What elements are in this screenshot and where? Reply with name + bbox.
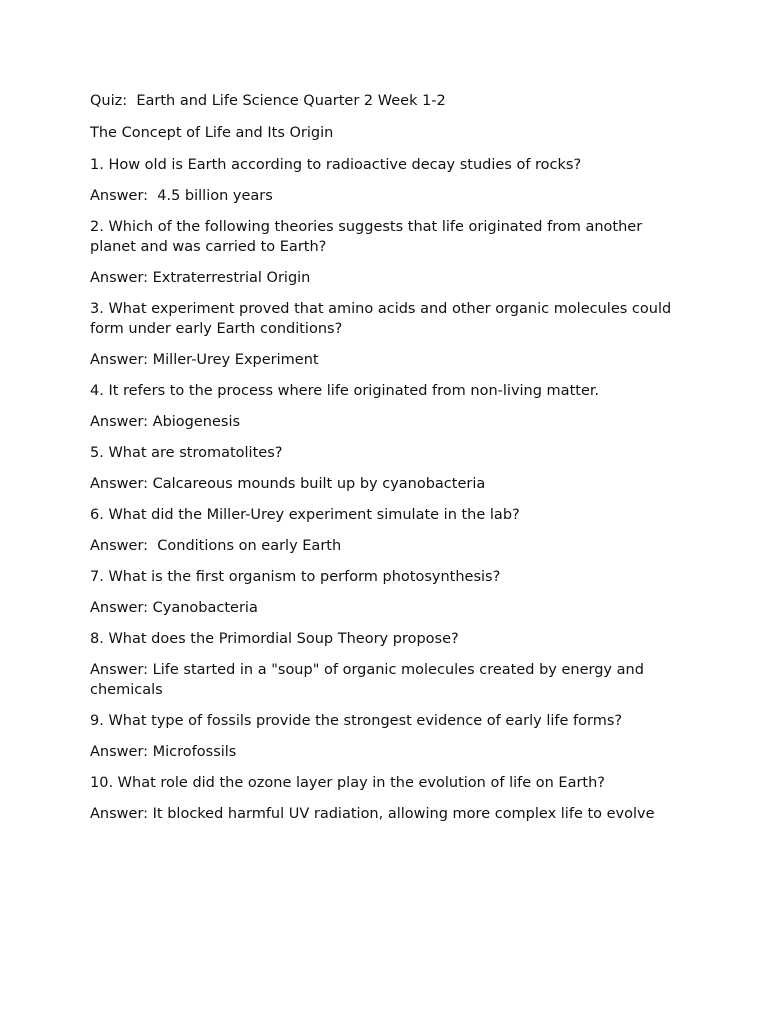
answer-10: Answer: It blocked harmful UV radiation, allowing more complex life to evolve bbox=[90, 806, 655, 822]
question-8: 8. What does the Primordial Soup Theory propose? bbox=[90, 631, 459, 647]
answer-8: Answer: Life started in a "soup" of organic molecules created by energy and chemicals bbox=[90, 662, 649, 698]
question-3: 3. What experiment proved that amino acids and other organic molecules could form under early Earth conditions? bbox=[90, 301, 676, 337]
answer-5: Answer: Calcareous mounds built up by cyanobacteria bbox=[90, 476, 486, 492]
answer-2: Answer: Extraterrestrial Origin bbox=[90, 270, 311, 286]
question-2: 2. Which of the following theories suggests that life originated from another planet and was carried to Earth? bbox=[90, 219, 647, 255]
question-6: 6. What did the Miller-Urey experiment simulate in the lab? bbox=[90, 507, 520, 523]
answer-1: Answer: 4.5 billion years bbox=[90, 188, 273, 204]
question-5: 5. What are stromatolites? bbox=[90, 445, 283, 461]
question-4: 4. It refers to the process where life originated from non-living matter. bbox=[90, 383, 600, 399]
answer-4: Answer: Abiogenesis bbox=[90, 414, 241, 430]
question-1: 1. How old is Earth according to radioactive decay studies of rocks? bbox=[90, 157, 582, 173]
quiz-title: Quiz: Earth and Life Science Quarter 2 Week 1-2 bbox=[90, 93, 446, 109]
question-9: 9. What type of fossils provide the strongest evidence of early life forms? bbox=[90, 713, 623, 729]
answer-9: Answer: Microfossils bbox=[90, 744, 237, 760]
question-10: 10. What role did the ozone layer play in the evolution of life on Earth? bbox=[90, 775, 606, 791]
quiz-subtitle: The Concept of Life and Its Origin bbox=[90, 125, 334, 141]
answer-3: Answer: Miller-Urey Experiment bbox=[90, 352, 319, 368]
answer-6: Answer: Conditions on early Earth bbox=[90, 538, 342, 554]
question-7: 7. What is the first organism to perform photosynthesis? bbox=[90, 569, 501, 585]
answer-7: Answer: Cyanobacteria bbox=[90, 600, 258, 616]
document-page bbox=[90, 91, 690, 835]
